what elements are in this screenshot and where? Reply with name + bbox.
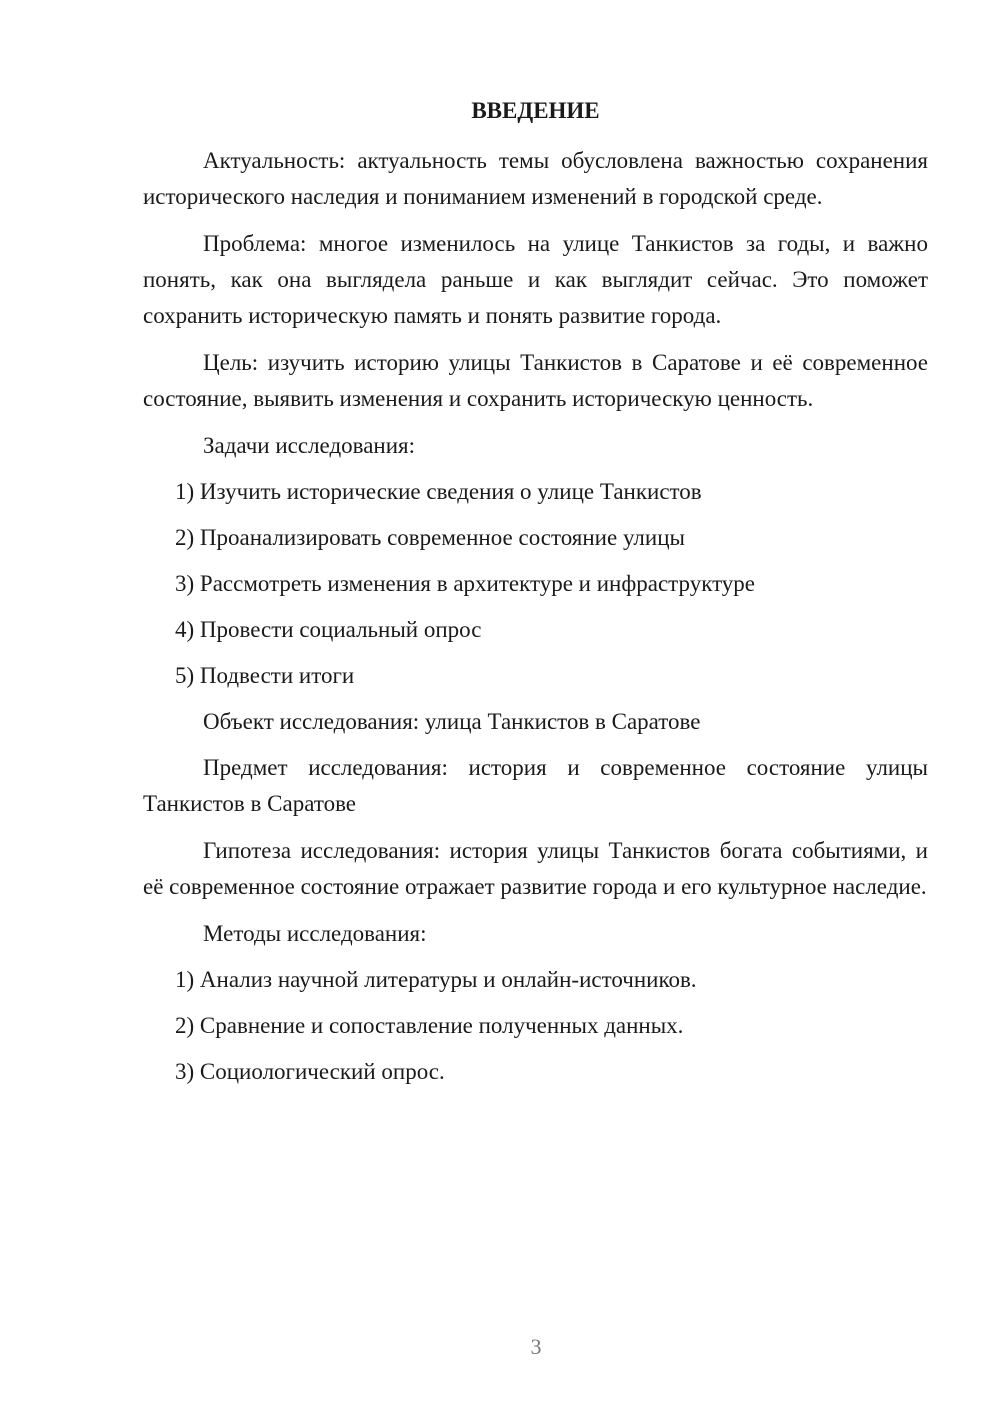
object-line: Объект исследования: улица Танкистов в Саратове — [203, 709, 701, 734]
task-item: 4) Провести социальный опрос — [175, 617, 482, 642]
method-item: 1) Анализ научной литературы и онлайн-источников. — [175, 967, 697, 992]
tasks-label: Задачи исследования: — [203, 433, 416, 458]
goal-paragraph: Цель: изучить историю улицы Танкистов в Саратове и её современное состояние, выявить изменения и сохранить историческую ценность. — [143, 350, 928, 411]
task-item: 5) Подвести итоги — [175, 663, 355, 688]
relevance-paragraph: Актуальность: актуальность темы обусловлена важностью сохранения исторического наследия и пониманием изменений в городской среде. — [143, 148, 928, 209]
task-item: 1) Изучить исторические сведения о улице Танкистов — [175, 479, 702, 504]
method-item: 2) Сравнение и сопоставление полученных данных. — [175, 1013, 684, 1038]
document-body — [143, 96, 928, 1100]
page-number: 3 — [530, 1334, 542, 1359]
problem-paragraph: Проблема: многое изменилось на улице Танкистов за годы, и важно понять, как она выглядела раньше и как выглядит сейчас. Это поможет сохранить историческую память и понять развитие города. — [143, 231, 928, 328]
hypothesis-paragraph: Гипотеза исследования: история улицы Танкистов богата событиями, и её современное состояние отражает развитие города и его культурное наследие. — [143, 838, 928, 899]
section-title: ВВЕДЕНИЕ — [471, 98, 600, 123]
methods-label: Методы исследования: — [203, 921, 427, 946]
subject-paragraph: Предмет исследования: история и современное состояние улицы Танкистов в Саратове — [143, 755, 928, 816]
task-item: 2) Проанализировать современное состояние улицы — [175, 525, 685, 550]
task-item: 3) Рассмотреть изменения в архитектуре и инфраструктуре — [175, 571, 756, 596]
method-item: 3) Социологический опрос. — [175, 1059, 445, 1084]
